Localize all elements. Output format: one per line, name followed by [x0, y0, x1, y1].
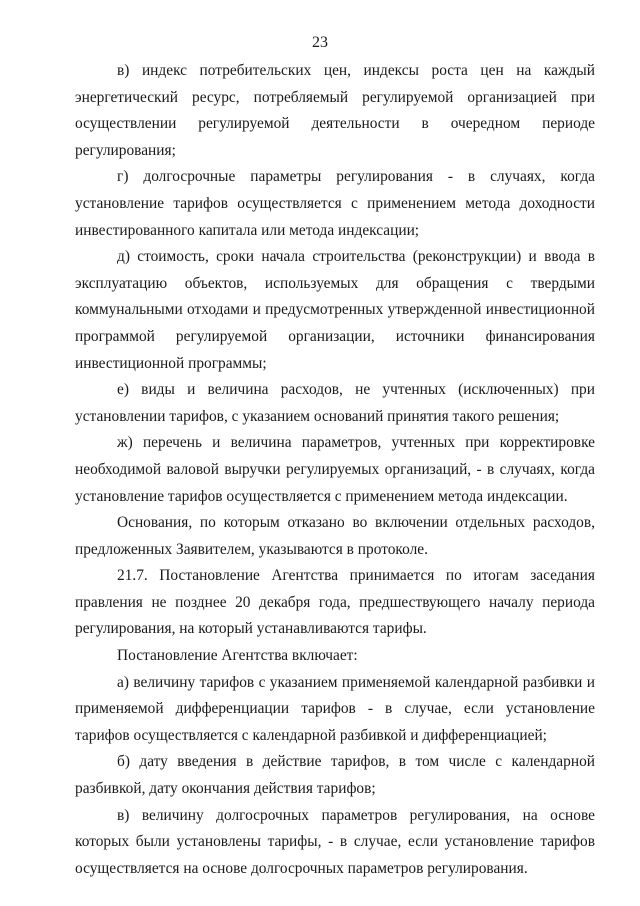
- paragraph-resolution-includes: Постановление Агентства включает:: [117, 647, 358, 665]
- paragraph-v-long-term-values: в) величину долгосрочных параметров регулирования, на основе которых были установлены тарифы, - в случае, если установление тарифов осуществляется на основе долгосрочных параметров регулирования.: [75, 806, 595, 877]
- paragraph-21-7-resolution-deadline: 21.7. Постановление Агентства принимается по итогам заседания правления не позднее 20 декабря года, предшествующего началу периода регулирования, на который устанавливаются тарифы.: [75, 567, 595, 638]
- paragraph-b-effective-date: б) дату введения в действие тарифов, в том числе с календарной разбивкой, дату окончания действия тарифов;: [75, 753, 595, 798]
- paragraph-a-tariff-value: а) величину тарифов с указанием применяемой календарной разбивки и применяемой дифференциации тарифов - в случае, если установление тарифов осуществляется с календарной разбивкой и дифференциацией;: [75, 673, 595, 744]
- paragraph-zh-correction-parameters: ж) перечень и величина параметров, учтенных при корректировке необходимой валовой выручки регулируемых организаций, - в случаях, когда установление тарифов осуществляется с применением метода индексации.: [75, 434, 595, 505]
- paragraph-g-long-term-parameters: г) долгосрочные параметры регулирования - в случаях, когда установление тарифов осуществляется с применением метода доходности инвестированного капитала или метода индексации;: [75, 168, 595, 239]
- paragraph-e-excluded-expenses: е) виды и величина расходов, не учтенных (исключенных) при установлении тарифов, с указанием оснований принятия такого решения;: [75, 381, 595, 425]
- document-body: [75, 58, 595, 882]
- paragraph-d-construction-cost: д) стоимость, сроки начала строительства (реконструкции) и ввода в эксплуатацию объектов, используемых для обращения с твердыми коммунальными отходами и предусмотренных утвержденной инвестиционной программой регулируемой организации, источники финансирования инвестиционной программы;: [75, 248, 595, 372]
- paragraph-v-price-indices: в) индекс потребительских цен, индексы роста цен на каждый энергетический ресурс, потребляемый регулируемой организацией при осуществлении регулируемой деятельности в очередном периоде регулирования;: [75, 62, 595, 159]
- page-number: 23: [312, 34, 328, 51]
- paragraph-refusal-grounds: Основания, по которым отказано во включении отдельных расходов, предложенных Заявителем, указываются в протоколе.: [75, 514, 595, 558]
